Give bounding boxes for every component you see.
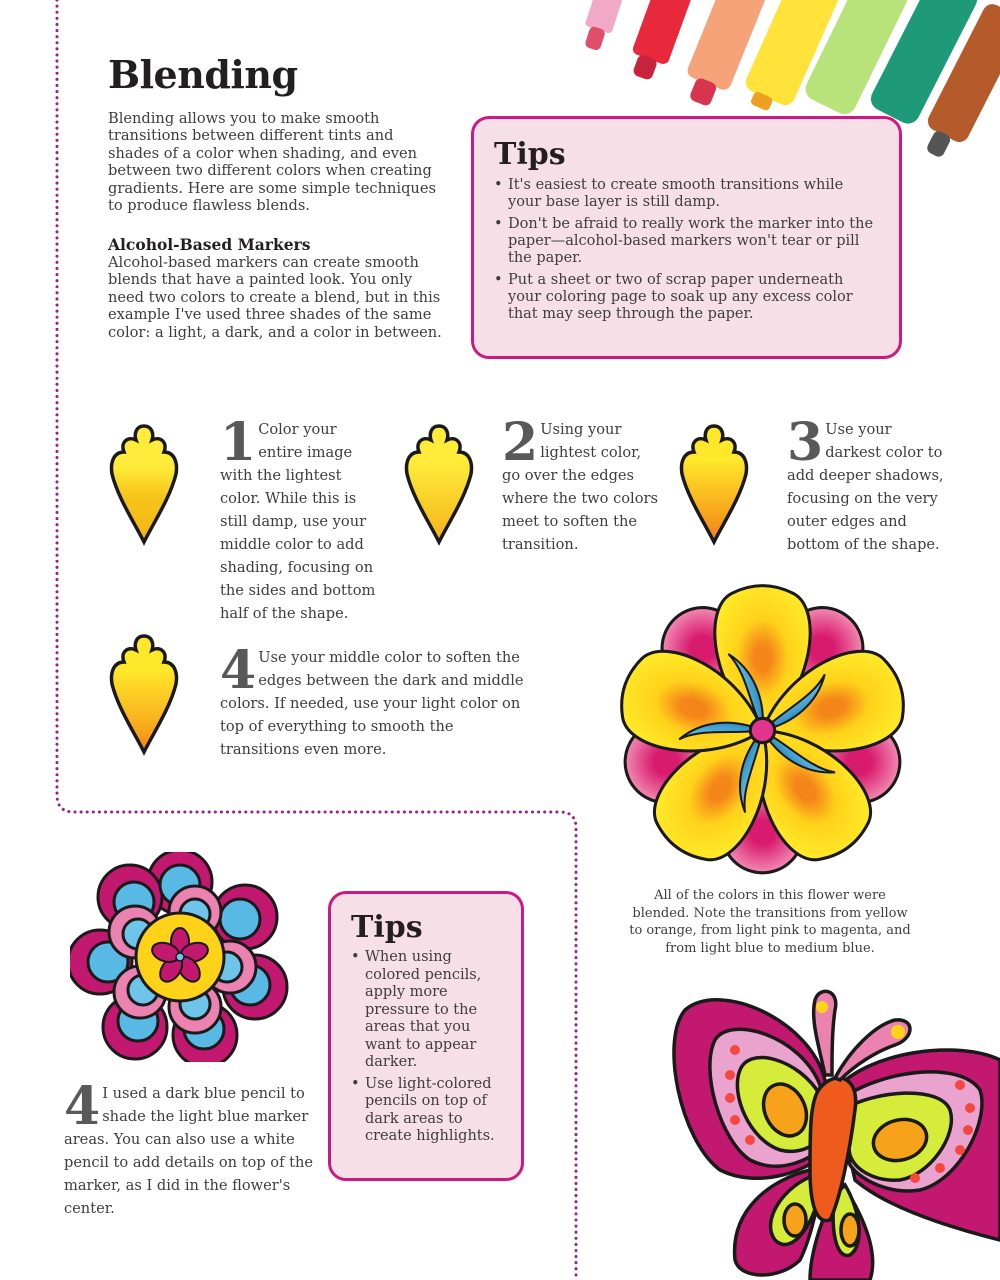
tip-item: • Use light-colored pencils on top of dark areas to create highlights.	[351, 1076, 507, 1146]
section-heading: Alcohol-Based Markers	[108, 235, 311, 254]
petal-step-3	[670, 418, 760, 553]
step-3	[787, 412, 947, 556]
intro-paragraph: Blending allows you to make smooth transitions between different tints and shades of a color when shading, and even between two different colors when creating gradients. Here are some simple techniques to produce flawless blends.	[108, 110, 436, 215]
step-text: Using your lightest color, go over the edges where the two colors meet to soften the transition.	[502, 421, 658, 553]
tips-box-markers	[471, 116, 902, 359]
step-number: 3	[787, 412, 824, 473]
pencil-flower	[70, 852, 290, 1062]
tips-list	[351, 949, 507, 1146]
tip-item: • Put a sheet or two of scrap paper underneath your coloring page to soak up any excess color that may seep through the paper.	[494, 272, 881, 323]
petal-step-2	[395, 418, 485, 553]
tip-item: • When using colored pencils, apply more pressure to the areas that you want to appear darker.	[351, 949, 507, 1072]
tips-title: Tips	[351, 910, 423, 945]
step-number: 1	[220, 412, 257, 473]
step-number: 2	[502, 412, 539, 473]
flower-caption: All of the colors in this flower were blended. Note the transitions from yellow to orange, from light pink to magenta, and from light blue to medium blue.	[629, 888, 911, 956]
step-number: 4	[64, 1076, 101, 1137]
butterfly	[660, 980, 1000, 1280]
section-body: Alcohol-based markers can create smooth blends that have a painted look. You only need two colors to create a blend, but in this example I've used three shades of the same color: a light, a dark, and a color in between.	[108, 254, 442, 341]
petal-step-4	[100, 628, 190, 763]
step-text: Use your middle color to soften the edges between the dark and middle colors. If needed, use your light color on top of everything to smooth the transitions even more.	[220, 649, 524, 758]
blended-flower	[610, 578, 915, 883]
step-text: Use your darkest color to add deeper shadows, focusing on the very outer edges and bottom of the shape.	[787, 421, 944, 553]
step-1	[220, 412, 385, 625]
tip-item: • It's easiest to create smooth transitions while your base layer is still damp.	[494, 177, 881, 211]
step-2	[502, 412, 662, 556]
step-4	[220, 640, 525, 761]
step-text: I used a dark blue pencil to shade the light blue marker areas. You can also use a white pencil to add details on top of the marker, as I did in the flower's center.	[64, 1085, 314, 1217]
page-title: Blending	[108, 52, 298, 97]
step-text: Color your entire image with the lightest color. While this is still damp, use your middle color to add shading, focusing on the sides and bottom half of the shape.	[220, 421, 376, 622]
pencil-step	[64, 1076, 314, 1220]
tips-list	[494, 177, 881, 323]
tips-box-pencils	[328, 891, 524, 1181]
tip-item: • Don't be afraid to really work the marker into the paper—alcohol-based markers won't tear or pill the paper.	[494, 216, 881, 267]
tips-title: Tips	[494, 137, 566, 172]
step-number: 4	[220, 640, 257, 701]
petal-step-1	[100, 418, 190, 553]
